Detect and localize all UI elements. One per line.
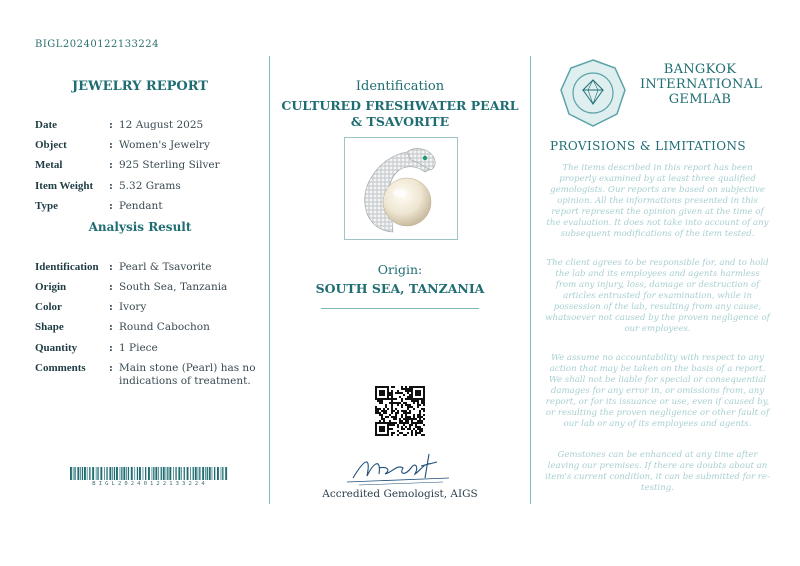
detail-label: Metal: [35, 159, 63, 171]
analysis-title: Analysis Result: [88, 220, 192, 234]
provision-paragraph: We assume no accountability with respect to any action that may be taken on the basis of a report. We shall not be liable for special or consequential damages for any error in, or omissions from, any report, or for its issuance or use, even if caused by, or resulting the proven negligence or other fault of our lab or any of its employees and agents.: [545, 353, 770, 429]
origin-value: SOUTH SEA, TANZANIA: [315, 281, 485, 296]
analysis-value: Ivory: [119, 301, 147, 313]
provision-paragraph: The client agrees to be responsible for, and to hold the lab and its employees and agents harmless from any injury, loss, damage or destruction of articles entrusted for examination, while in possession of the lab, resulting from any cause, whatsoever not caused by the proven negligence of our employees.: [545, 258, 770, 334]
report-id: BIGL20240122133224: [35, 39, 159, 50]
detail-value: 12 August 2025: [119, 119, 204, 131]
signature-label: Accredited Gemologist, AIGS: [322, 488, 478, 500]
signature: [345, 448, 457, 488]
detail-label: Item Weight: [35, 180, 94, 192]
analysis-label: Quantity: [35, 342, 78, 354]
analysis-value: Round Cabochon: [119, 321, 210, 333]
analysis-label: Color: [35, 301, 62, 313]
analysis-value: Main stone (Pearl) has no indications of treatment.: [119, 362, 256, 387]
provisions-title: PROVISIONS & LIMITATIONS: [550, 139, 746, 153]
analysis-value: 1 Piece: [119, 342, 158, 354]
detail-label: Date: [35, 119, 57, 131]
detail-value: Women's Jewelry: [119, 139, 210, 151]
detail-value: Pendant: [119, 200, 163, 212]
lab-logo-icon: [557, 58, 629, 128]
analysis-value: Pearl & Tsavorite: [119, 261, 212, 273]
column-divider-left: [269, 56, 270, 504]
provision-paragraph: The items described in this report has been properly examined by at least three qualified gemologists. Our reports are based on subjective opinion. All the informations presented in this report represent the opinion given at the time of the evaluation. It does not take into account of any subsequent modifications of the item tested.: [546, 163, 769, 239]
jewelry-photo: [344, 137, 458, 240]
origin-label: Origin:: [377, 262, 423, 277]
detail-value: 5.32 Grams: [119, 180, 181, 192]
analysis-row-origin: Origin : South Sea, Tanzania: [35, 281, 259, 294]
barcode: [70, 467, 230, 480]
analysis-label: Shape: [35, 321, 64, 333]
detail-row-date: Date : 12 August 2025: [35, 119, 259, 132]
detail-row-type: Type : Pendant: [35, 200, 259, 213]
analysis-label: Origin: [35, 281, 67, 293]
detail-value: 925 Sterling Silver: [119, 159, 220, 171]
lab-name: BANGKOK INTERNATIONAL GEMLAB: [640, 62, 763, 107]
analysis-value: South Sea, Tanzania: [119, 281, 228, 293]
stone-name: CULTURED FRESHWATER PEARL & TSAVORITE: [281, 98, 519, 129]
analysis-row-shape: Shape : Round Cabochon: [35, 321, 259, 334]
analysis-row-comments: Comments : Main stone (Pearl) has no indications of treatment.: [35, 362, 259, 388]
column-divider-right: [530, 56, 531, 504]
detail-label: Object: [35, 139, 67, 151]
origin-divider: [321, 308, 479, 309]
provision-paragraph: Gemstones can be enhanced at any time after leaving our premises. If there are doubts about an item's current condition, it can be submitted for re-testing.: [545, 450, 770, 493]
report-title: JEWELRY REPORT: [72, 79, 208, 94]
barcode-text: BIGL20240122133224: [92, 481, 208, 487]
detail-row-weight: Item Weight : 5.32 Grams: [35, 180, 259, 193]
identification-label: Identification: [355, 79, 445, 94]
detail-row-object: Object : Women's Jewelry: [35, 139, 259, 152]
analysis-label: Identification: [35, 261, 99, 273]
detail-label: Type: [35, 200, 59, 212]
analysis-row-color: Color : Ivory: [35, 301, 259, 314]
detail-row-metal: Metal : 925 Sterling Silver: [35, 159, 259, 172]
analysis-row-quantity: Quantity : 1 Piece: [35, 342, 259, 355]
analysis-row-identification: Identification : Pearl & Tsavorite: [35, 261, 259, 274]
analysis-label: Comments: [35, 362, 86, 374]
qr-code[interactable]: [375, 386, 425, 436]
